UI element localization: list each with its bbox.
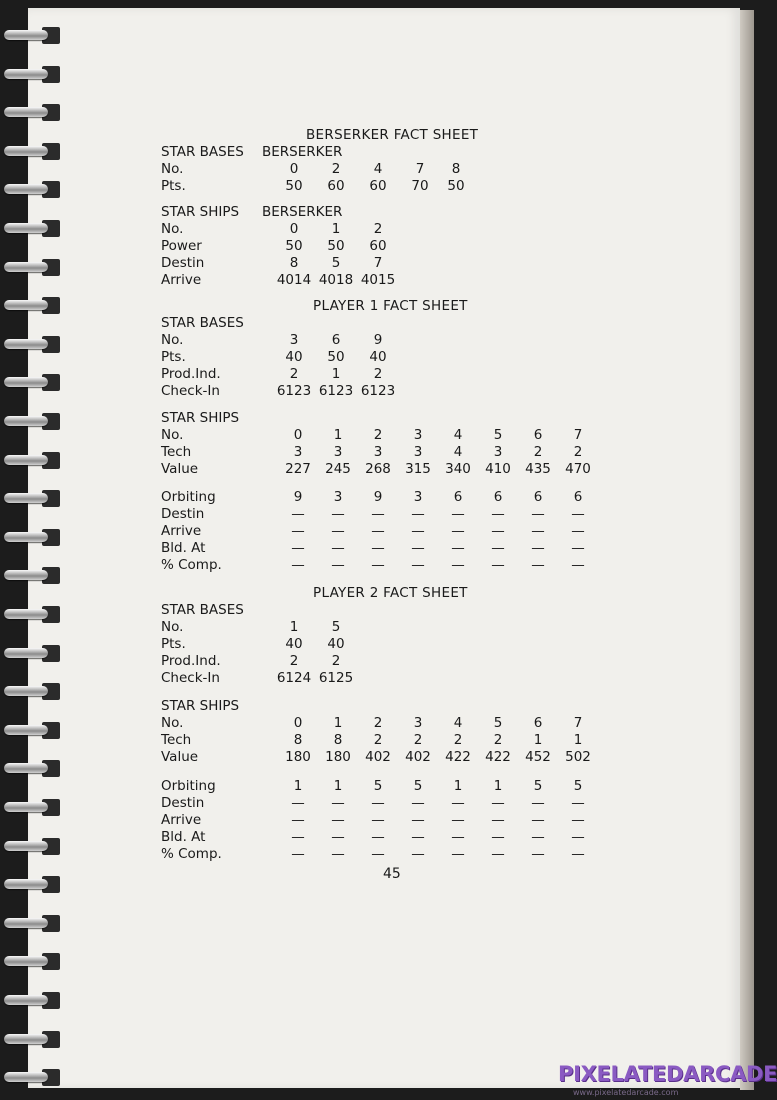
berserker-ship-row-cell: 7 xyxy=(373,255,383,271)
player1-ship-status-row-cell: — xyxy=(491,540,505,556)
player1-ship-status-row-cell: 6 xyxy=(533,489,543,505)
player2-ship-status-row-cell: — xyxy=(571,812,585,828)
player2-ship-status-row-cell: — xyxy=(491,812,505,828)
berserker-base-row-cell: 70 xyxy=(411,178,429,194)
player1-ship-status-row-cell: 6 xyxy=(493,489,503,505)
player1-title: PLAYER 1 FACT SHEET xyxy=(313,298,468,314)
player2-base-row-cell: 40 xyxy=(285,636,303,652)
player1-ship-status-row-cell: 6 xyxy=(573,489,583,505)
watermark-url: www.pixelatedarcade.com xyxy=(573,1088,679,1097)
berserker-ship-row-cell: 50 xyxy=(327,238,345,254)
player2-ship-row-cell: 402 xyxy=(365,749,391,765)
berserker-base-row-label: Pts. xyxy=(161,178,186,194)
player1-ship-status-row-cell: — xyxy=(331,557,345,573)
player2-ship-row-cell: 422 xyxy=(485,749,511,765)
player2-ship-row-cell: 452 xyxy=(525,749,551,765)
berserker-base-row-cell: 50 xyxy=(447,178,465,194)
player1-ship-status-row-cell: — xyxy=(371,540,385,556)
player1-base-row-label: Prod.Ind. xyxy=(161,366,221,382)
player2-ship-status-row-cell: — xyxy=(371,795,385,811)
player2-ship-status-row-cell: — xyxy=(451,795,465,811)
player1-ship-row-cell: 3 xyxy=(293,444,303,460)
player1-ship-status-row-cell: — xyxy=(491,506,505,522)
star-ships-heading: STAR SHIPS xyxy=(161,698,240,714)
player1-ship-row-cell: 2 xyxy=(373,427,383,443)
player1-ship-status-row-cell: — xyxy=(571,557,585,573)
player2-ship-status-row-cell: — xyxy=(451,846,465,862)
player2-base-row-cell: 5 xyxy=(331,619,341,635)
player1-base-row-cell: 6123 xyxy=(360,383,396,399)
player1-ship-row-cell: 5 xyxy=(493,427,503,443)
player2-ship-status-row-cell: — xyxy=(291,812,305,828)
watermark-brand: PIXELATEDARCADE xyxy=(558,1062,777,1086)
player1-base-row-cell: 6123 xyxy=(276,383,312,399)
player2-ship-status-row-cell: — xyxy=(411,829,425,845)
player1-ship-row-cell: 3 xyxy=(373,444,383,460)
berserker-base-row-cell: 60 xyxy=(327,178,345,194)
player2-ship-status-row-cell: — xyxy=(331,829,345,845)
player2-ship-status-row-cell: — xyxy=(571,846,585,862)
player1-base-row-cell: 3 xyxy=(289,332,299,348)
berserker-ship-row-label: Destin xyxy=(161,255,205,271)
player2-ship-row-label: Tech xyxy=(161,732,192,748)
player2-base-row-cell: 40 xyxy=(327,636,345,652)
player1-ship-status-row-cell: — xyxy=(531,557,545,573)
player1-ship-row-cell: 3 xyxy=(493,444,503,460)
player1-base-row-cell: 50 xyxy=(327,349,345,365)
player2-ship-status-row-cell: — xyxy=(331,846,345,862)
player1-ship-row-label: Tech xyxy=(161,444,192,460)
player1-ship-row-cell: 1 xyxy=(333,427,343,443)
player1-base-row-cell: 6 xyxy=(331,332,341,348)
player2-ship-status-row-cell: — xyxy=(411,812,425,828)
player2-ship-status-row-label: Destin xyxy=(161,795,205,811)
player1-ship-row-cell: 7 xyxy=(573,427,583,443)
player1-ship-row-cell: 315 xyxy=(405,461,431,477)
player2-base-row-cell: 2 xyxy=(331,653,341,669)
player2-ship-status-row-cell: — xyxy=(571,829,585,845)
player2-ship-status-row-cell: — xyxy=(371,846,385,862)
player1-ship-status-row-cell: 3 xyxy=(413,489,423,505)
player2-ship-status-row-cell: 5 xyxy=(373,778,383,794)
player1-ship-status-row-cell: — xyxy=(571,540,585,556)
player1-ship-row-cell: 3 xyxy=(413,444,423,460)
player2-ship-status-row-cell: — xyxy=(411,795,425,811)
player2-ship-row-cell: 2 xyxy=(493,732,503,748)
player1-ship-status-row-cell: — xyxy=(491,523,505,539)
player1-ship-status-row-label: % Comp. xyxy=(161,557,222,573)
player2-ship-status-row-cell: — xyxy=(491,829,505,845)
berserker-ship-row-cell: 4018 xyxy=(318,272,354,288)
berserker-ship-row-cell: 50 xyxy=(285,238,303,254)
player2-ship-status-row-cell: — xyxy=(291,829,305,845)
player1-ship-status-row-label: Destin xyxy=(161,506,205,522)
player2-ship-status-row-label: Bld. At xyxy=(161,829,206,845)
player2-ship-status-row-label: Orbiting xyxy=(161,778,216,794)
player1-ship-status-row-cell: — xyxy=(331,540,345,556)
player2-base-row-cell: 1 xyxy=(289,619,299,635)
player2-base-row-cell: 6125 xyxy=(318,670,354,686)
player1-base-row-label: Check-In xyxy=(161,383,220,399)
player2-title: PLAYER 2 FACT SHEET xyxy=(313,585,468,601)
player2-ship-row-cell: 180 xyxy=(285,749,311,765)
player1-base-row-cell: 6123 xyxy=(318,383,354,399)
player1-base-row-cell: 40 xyxy=(285,349,303,365)
player2-ship-status-row-cell: 5 xyxy=(573,778,583,794)
player1-ship-status-row-cell: — xyxy=(291,506,305,522)
player1-ship-status-row-cell: — xyxy=(491,557,505,573)
player2-ship-status-row-cell: — xyxy=(331,795,345,811)
berserker-base-row-cell: 7 xyxy=(415,161,425,177)
player2-ship-row-cell: 180 xyxy=(325,749,351,765)
star-bases-heading: STAR BASES xyxy=(161,602,244,618)
player2-ship-status-row-cell: — xyxy=(371,829,385,845)
player1-ship-row-cell: 4 xyxy=(453,444,463,460)
player1-ship-status-row-cell: — xyxy=(371,506,385,522)
player1-ship-status-row-cell: 3 xyxy=(333,489,343,505)
player1-ship-status-row-cell: — xyxy=(451,540,465,556)
star-bases-subheading: BERSERKER xyxy=(262,144,343,160)
player1-ship-status-row-cell: — xyxy=(531,523,545,539)
player1-ship-row-cell: 435 xyxy=(525,461,551,477)
berserker-base-row-cell: 4 xyxy=(373,161,383,177)
player1-ship-status-row-cell: — xyxy=(331,506,345,522)
player1-ship-status-row-cell: — xyxy=(371,557,385,573)
player2-base-row-label: Pts. xyxy=(161,636,186,652)
player2-ship-status-row-cell: — xyxy=(531,829,545,845)
player1-base-row-cell: 2 xyxy=(289,366,299,382)
player2-ship-status-row-cell: 1 xyxy=(333,778,343,794)
star-ships-heading: STAR SHIPS xyxy=(161,204,240,220)
player1-ship-status-row-cell: — xyxy=(531,540,545,556)
player1-ship-row-cell: 2 xyxy=(573,444,583,460)
star-bases-heading: STAR BASES xyxy=(161,315,244,331)
player1-ship-row-cell: 2 xyxy=(533,444,543,460)
player2-ship-row-cell: 0 xyxy=(293,715,303,731)
player2-ship-row-cell: 4 xyxy=(453,715,463,731)
player2-ship-status-row-cell: — xyxy=(531,846,545,862)
berserker-ship-row-cell: 0 xyxy=(289,221,299,237)
player2-ship-status-row-cell: — xyxy=(571,795,585,811)
player1-ship-status-row-cell: — xyxy=(451,557,465,573)
player1-ship-status-row-cell: 9 xyxy=(373,489,383,505)
berserker-ship-row-cell: 8 xyxy=(289,255,299,271)
berserker-ship-row-cell: 1 xyxy=(331,221,341,237)
player1-ship-status-row-cell: — xyxy=(291,557,305,573)
player1-ship-status-row-cell: — xyxy=(411,506,425,522)
player2-base-row-label: Prod.Ind. xyxy=(161,653,221,669)
player1-base-row-cell: 40 xyxy=(369,349,387,365)
player2-ship-status-row-cell: 5 xyxy=(413,778,423,794)
player1-base-row-label: No. xyxy=(161,332,184,348)
player2-ship-status-row-cell: — xyxy=(371,812,385,828)
player1-ship-status-row-cell: — xyxy=(371,523,385,539)
player1-ship-row-cell: 227 xyxy=(285,461,311,477)
berserker-ship-row-label: Power xyxy=(161,238,202,254)
page-number: 45 xyxy=(383,866,401,882)
player1-ship-status-row-cell: — xyxy=(571,523,585,539)
berserker-ship-row-label: No. xyxy=(161,221,184,237)
player2-ship-row-cell: 8 xyxy=(293,732,303,748)
berserker-ship-row-label: Arrive xyxy=(161,272,202,288)
player2-ship-status-row-cell: — xyxy=(331,812,345,828)
player1-ship-status-row-cell: — xyxy=(331,523,345,539)
player2-ship-status-row-cell: — xyxy=(491,795,505,811)
berserker-title: BERSERKER FACT SHEET xyxy=(306,127,479,143)
player1-ship-row-label: Value xyxy=(161,461,199,477)
player2-ship-status-row-cell: — xyxy=(451,812,465,828)
player1-ship-row-cell: 3 xyxy=(413,427,423,443)
player1-base-row-cell: 2 xyxy=(373,366,383,382)
player1-ship-status-row-label: Bld. At xyxy=(161,540,206,556)
player1-base-row-cell: 1 xyxy=(331,366,341,382)
player2-ship-status-row-cell: 1 xyxy=(293,778,303,794)
berserker-base-row-cell: 0 xyxy=(289,161,299,177)
player2-ship-row-cell: 1 xyxy=(333,715,343,731)
player2-ship-row-cell: 1 xyxy=(573,732,583,748)
player2-ship-row-cell: 502 xyxy=(565,749,591,765)
player1-ship-row-cell: 410 xyxy=(485,461,511,477)
player1-ship-row-cell: 268 xyxy=(365,461,391,477)
player1-ship-row-cell: 470 xyxy=(565,461,591,477)
player2-ship-row-cell: 402 xyxy=(405,749,431,765)
berserker-ship-row-cell: 2 xyxy=(373,221,383,237)
player2-ship-status-row-cell: 5 xyxy=(533,778,543,794)
player1-ship-status-row-cell: — xyxy=(411,557,425,573)
player1-ship-status-row-cell: 9 xyxy=(293,489,303,505)
player2-ship-status-row-cell: — xyxy=(531,795,545,811)
player1-ship-row-label: No. xyxy=(161,427,184,443)
player1-ship-status-row-cell: — xyxy=(531,506,545,522)
berserker-ship-row-cell: 4015 xyxy=(360,272,396,288)
berserker-base-row-cell: 8 xyxy=(451,161,461,177)
player2-base-row-cell: 6124 xyxy=(276,670,312,686)
berserker-ship-row-cell: 5 xyxy=(331,255,341,271)
player2-ship-row-cell: 7 xyxy=(573,715,583,731)
player2-base-row-cell: 2 xyxy=(289,653,299,669)
player2-ship-row-cell: 6 xyxy=(533,715,543,731)
berserker-ship-row-cell: 4014 xyxy=(276,272,312,288)
player2-base-row-label: No. xyxy=(161,619,184,635)
player2-ship-status-row-cell: — xyxy=(291,846,305,862)
player1-ship-row-cell: 0 xyxy=(293,427,303,443)
player2-ship-row-label: Value xyxy=(161,749,199,765)
player2-ship-row-cell: 2 xyxy=(373,732,383,748)
berserker-base-row-label: No. xyxy=(161,161,184,177)
player2-ship-row-cell: 422 xyxy=(445,749,471,765)
berserker-ship-row-cell: 60 xyxy=(369,238,387,254)
player1-ship-status-row-cell: — xyxy=(291,523,305,539)
player1-ship-row-cell: 245 xyxy=(325,461,351,477)
player1-ship-status-row-cell: — xyxy=(571,506,585,522)
player1-base-row-cell: 9 xyxy=(373,332,383,348)
player1-base-row-label: Pts. xyxy=(161,349,186,365)
player1-ship-status-row-label: Arrive xyxy=(161,523,202,539)
player2-ship-status-row-cell: — xyxy=(291,795,305,811)
player2-ship-status-row-cell: 1 xyxy=(493,778,503,794)
player2-ship-row-cell: 2 xyxy=(413,732,423,748)
star-ships-heading: STAR SHIPS xyxy=(161,410,240,426)
player1-ship-status-row-label: Orbiting xyxy=(161,489,216,505)
player2-ship-row-cell: 1 xyxy=(533,732,543,748)
player2-ship-status-row-label: Arrive xyxy=(161,812,202,828)
player1-ship-status-row-cell: — xyxy=(291,540,305,556)
player2-ship-row-cell: 2 xyxy=(373,715,383,731)
player1-ship-row-cell: 4 xyxy=(453,427,463,443)
player1-ship-status-row-cell: — xyxy=(411,540,425,556)
player2-ship-row-cell: 2 xyxy=(453,732,463,748)
berserker-base-row-cell: 50 xyxy=(285,178,303,194)
player2-ship-status-row-cell: — xyxy=(491,846,505,862)
player2-ship-status-row-cell: — xyxy=(451,829,465,845)
player1-ship-status-row-cell: — xyxy=(451,506,465,522)
player1-ship-row-cell: 3 xyxy=(333,444,343,460)
player2-ship-row-label: No. xyxy=(161,715,184,731)
player1-ship-row-cell: 340 xyxy=(445,461,471,477)
player1-ship-status-row-cell: — xyxy=(411,523,425,539)
player1-ship-row-cell: 6 xyxy=(533,427,543,443)
player2-ship-status-row-label: % Comp. xyxy=(161,846,222,862)
player2-base-row-label: Check-In xyxy=(161,670,220,686)
player1-ship-status-row-cell: — xyxy=(451,523,465,539)
star-bases-heading: STAR BASES xyxy=(161,144,244,160)
player2-ship-status-row-cell: 1 xyxy=(453,778,463,794)
berserker-base-row-cell: 2 xyxy=(331,161,341,177)
player2-ship-status-row-cell: — xyxy=(411,846,425,862)
player1-ship-status-row-cell: 6 xyxy=(453,489,463,505)
player2-ship-status-row-cell: — xyxy=(531,812,545,828)
berserker-base-row-cell: 60 xyxy=(369,178,387,194)
player2-ship-row-cell: 8 xyxy=(333,732,343,748)
player2-ship-row-cell: 5 xyxy=(493,715,503,731)
player2-ship-row-cell: 3 xyxy=(413,715,423,731)
star-ships-subheading: BERSERKER xyxy=(262,204,343,220)
